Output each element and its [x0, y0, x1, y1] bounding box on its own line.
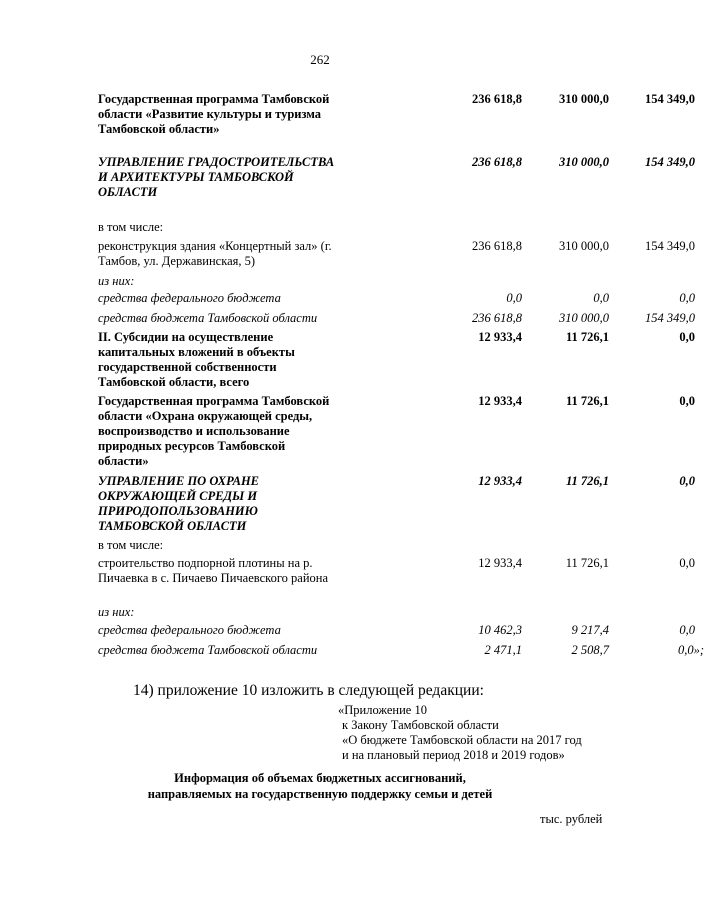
page-number: 262: [310, 52, 330, 67]
value-2018: 310 000,0: [559, 92, 609, 106]
value-2017: 236 618,8: [472, 92, 522, 106]
row-name: средства федерального бюджета: [98, 623, 281, 637]
value-2017: 12 933,4: [478, 474, 522, 488]
row-name: из них:: [98, 605, 135, 619]
appendix-line: «Приложение 10: [338, 703, 427, 717]
row-name: средства бюджета Тамбовской области: [98, 311, 318, 325]
value-2019: 0,0: [679, 556, 695, 570]
value-2019: 154 349,0: [645, 92, 695, 106]
value-2017: 12 933,4: [478, 330, 522, 344]
row-name: УПРАВЛЕНИЕ ГРАДОСТРОИТЕЛЬСТВА И АРХИТЕКТУРЫ ТАМБОВСКОЙ ОБЛАСТИ: [98, 155, 335, 199]
row-name: строительство подпорной плотины на р. Пичаевка в с. Пичаево Пичаевского района: [98, 556, 329, 585]
value-2017: 10 462,3: [478, 623, 522, 637]
row-name: Государственная программа Тамбовской области «Развитие культуры и туризма Тамбовской области»: [98, 92, 330, 136]
value-2018: 310 000,0: [559, 239, 609, 253]
value-2017: 12 933,4: [478, 556, 522, 570]
value-2019: 154 349,0: [645, 155, 695, 169]
appendix-line: «О бюджете Тамбовской области на 2017 год: [342, 733, 582, 747]
value-2019: 0,0: [679, 394, 695, 408]
value-2018: 11 726,1: [565, 330, 609, 344]
row-name: в том числе:: [98, 220, 164, 234]
value-2017: 12 933,4: [478, 394, 522, 408]
value-2018: 11 726,1: [565, 556, 609, 570]
appendix-line: к Закону Тамбовской области: [342, 718, 499, 732]
value-2019: 0,0»;: [677, 643, 704, 657]
value-2018: 310 000,0: [559, 311, 609, 325]
row-name: УПРАВЛЕНИЕ ПО ОХРАНЕ ОКРУЖАЮЩЕЙ СРЕДЫ И ПРИРОДОПОЛЬЗОВАНИЮ ТАМБОВСКОЙ ОБЛАСТИ: [98, 474, 260, 533]
row-name: Государственная программа Тамбовской области «Охрана окружающей среды, воспроизводство и использование природных ресурсов Тамбовской области»: [98, 394, 330, 468]
value-2018: 11 726,1: [565, 394, 609, 408]
value-2019: 0,0: [679, 623, 695, 637]
row-name: из них:: [98, 274, 135, 288]
row-name: реконструкция здания «Концертный зал» (г. Тамбов, ул. Державинская, 5): [98, 239, 332, 268]
value-2017: 236 618,8: [472, 239, 522, 253]
value-2018: 310 000,0: [559, 155, 609, 169]
value-2017: 2 471,1: [484, 643, 522, 657]
info-title: [0, 770, 640, 802]
value-2018: 0,0: [593, 291, 609, 305]
row-name: средства федерального бюджета: [98, 291, 281, 305]
value-2019: 154 349,0: [645, 239, 695, 253]
row-name: в том числе:: [98, 538, 164, 552]
value-2018: 9 217,4: [571, 623, 609, 637]
value-2019: 154 349,0: [645, 311, 695, 325]
info-title-line: направляемых на государственную поддержку семьи и детей: [147, 787, 493, 801]
value-2017: 236 618,8: [472, 155, 522, 169]
value-2017: 0,0: [506, 291, 522, 305]
row-name: средства бюджета Тамбовской области: [98, 643, 318, 657]
info-title-line: Информация об объемах бюджетных ассигнований,: [174, 771, 466, 785]
amendment-text: 14) приложение 10 изложить в следующей редакции:: [133, 682, 484, 699]
appendix-line: и на плановый период 2018 и 2019 годов»: [342, 748, 565, 762]
units-label: тыс. рублей: [540, 812, 603, 826]
value-2019: 0,0: [679, 474, 695, 488]
value-2018: 2 508,7: [571, 643, 609, 657]
value-2018: 11 726,1: [565, 474, 609, 488]
value-2019: 0,0: [679, 291, 695, 305]
row-name: II. Субсидии на осуществление капитальных вложений в объекты государственной собственности Тамбовской области, всего: [98, 330, 295, 389]
value-2017: 236 618,8: [472, 311, 522, 325]
value-2019: 0,0: [679, 330, 695, 344]
